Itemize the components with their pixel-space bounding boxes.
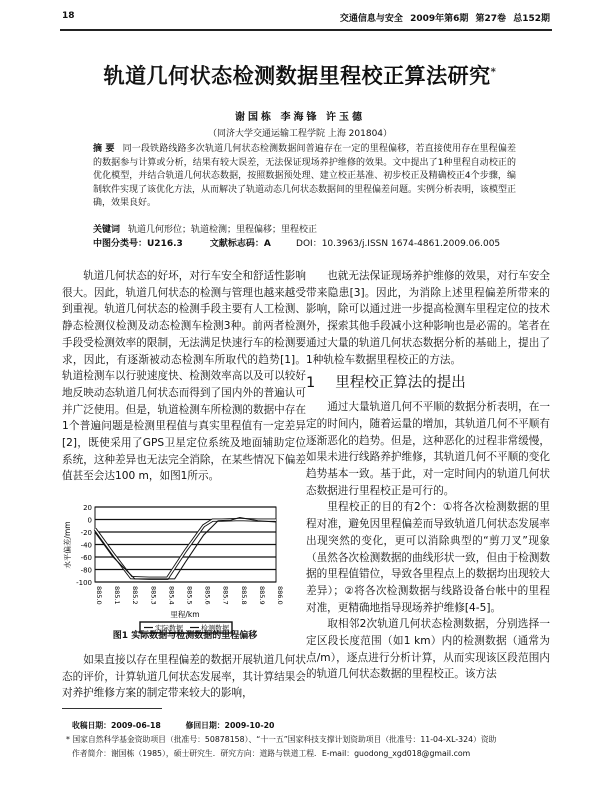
paragraph: 里程校正的目的有2个：①将各次检测数据的里程对准，避免因里程偏差而导致轨道几何状态发展率出现突然的变化，更可以消除典型的“剪刀叉”现象（虽然各次检测数据的曲线形状一致，但由于检测数据的里程值错位，导致各里程点上的数据均出现较大差异）；②将各次检测数据与线路设备台帐中的里程对准，更精确地指导现场养护维修[4-5]。 (306, 501, 550, 614)
title-text: 轨道几何状态检测数据里程校正算法研究 (103, 63, 491, 88)
y-tick-label: -40 (80, 541, 92, 550)
abstract-text: 同一段铁路线路多次轨道几何状态检测数据间普遍存在一定的里程偏移，若直接使用存在里程偏差的数据参与计算或分析，结果有较大误差，无法保证现场养护维修的效果。文中提出了1种里程自动校正的优化模型，并结合轨道几何状态数据，按照数据预处理、建立校正基准、初步校正及精确校正4个步骤，编制软件实现了该优化方法，从而解决了轨道动态几何状态数据间的里程偏差问题。实例分析表明，该模型正确，效果良好。 (93, 144, 517, 209)
x-tick-label: 885.5 (185, 586, 194, 605)
y-axis-label: 水平偏差/mm (63, 521, 72, 569)
x-tick-label: 885.8 (239, 586, 248, 605)
x-tick-label: 886.0 (276, 586, 284, 605)
x-tick-label: 885.7 (221, 586, 230, 605)
doi: DOI：10.3963/j.ISSN 1674-4861.2009.06.005 (296, 239, 501, 249)
y-tick-label: -20 (80, 529, 92, 537)
right-column (306, 268, 550, 683)
y-tick-label: -60 (80, 554, 92, 562)
journal-volume: 第27卷 (475, 14, 507, 24)
section-number: 1 (306, 375, 316, 392)
title-footnote-mark: * (490, 67, 497, 78)
left-column-continued (62, 652, 306, 702)
x-tick-label: 885.0 (95, 586, 103, 605)
section-heading (306, 373, 550, 393)
legend-label: 检测数据 (201, 624, 229, 633)
paper-title (0, 60, 600, 90)
page-number: 18 (62, 11, 75, 21)
authors: 谢国栋 李海锋 许玉德 (235, 112, 365, 123)
header-rule (60, 29, 552, 31)
x-tick-label: 885.4 (167, 586, 176, 605)
received-date: 收稿日期：2009-06-18 (72, 721, 161, 730)
keywords-text: 轨道几何形位；轨道检测；里程偏移；里程校正 (128, 225, 318, 235)
x-tick-label: 885.3 (149, 586, 158, 605)
left-column (62, 268, 306, 485)
paragraph: 也就无法保证现场养护维修的效果，对行车安全带来隐患[3]。因此，为消除上述里程偏差所带来的影响，除可以通过进一步提高检测车里程定位的技术外，探索其他手段减小这种影响也是必需的。笔者在通过大量的轨道几何状态数据分析的基础上，提出了1种轨检车数据里程校正的方法。 (306, 270, 550, 366)
keywords (93, 224, 516, 238)
y-tick-label: -100 (76, 579, 92, 587)
x-tick-label: 885.2 (131, 586, 140, 605)
journal-issue: 2009年第6期 (410, 14, 469, 24)
y-tick-label: 20 (83, 504, 92, 512)
classification (93, 238, 516, 252)
legend-label: 实际数据 (155, 624, 183, 633)
footnote-rule (62, 708, 162, 709)
section-title: 里程校正算法的提出 (335, 375, 466, 392)
clc-number: 中图分类号：U216.3 (93, 239, 183, 249)
figure-caption: 图1 实际数据与检测数据的里程偏移 (112, 631, 258, 641)
paragraph: 通过大量轨道几何不平顺的数据分析表明，在一定的时间内，随着运量的增加，其轨道几何不平顺有逐渐恶化的趋势。但是，这种恶化的过程非常缓慢，如果未进行线路养护维修，其轨道几何不平顺的变化趋势基本一致。基于此，对一定时间内的轨道几何状态数据进行里程校正是可行的。 (306, 401, 550, 497)
dates (72, 719, 274, 733)
paragraph: 如果直接以存在里程偏差的数据开展轨道几何状态的评价，计算轨道几何状态发展率，其计算结果会对养护维修方案的制定带来较大的影响， (62, 654, 306, 700)
y-tick-label: -80 (80, 566, 92, 575)
figure-1-chart (60, 500, 310, 645)
author-bio: 作者简介：谢国栋（1985），硕士研究生．研究方向：道路与铁道工程．E-mail：guodong_xgd018@gmail.com (72, 749, 471, 758)
keywords-label: 关键词 (93, 225, 121, 235)
x-tick-label: 885.6 (203, 586, 212, 605)
journal-total: 总152期 (513, 14, 550, 24)
revised-date: 修回日期：2009-10-20 (185, 721, 275, 730)
document-code: 文献标志码：A (209, 239, 271, 249)
y-tick-label: 0 (87, 516, 92, 525)
journal-header (340, 11, 550, 24)
journal-name: 交通信息与安全 (339, 14, 403, 24)
abstract-label: 摘 要 (93, 144, 115, 154)
affiliation: （同济大学交通运输工程学院 上海 201804） (207, 129, 393, 139)
x-tick-label: 885.1 (113, 586, 122, 605)
abstract (93, 143, 516, 211)
x-axis-label: 里程/km (170, 610, 200, 619)
funding-note: * 国家自然科学基金资助项目（批准号：50878158）、“十一五”国家科技支撑计划资助项目（批准号：11-04-XL-324）资助 (66, 735, 497, 744)
x-tick-label: 885.9 (257, 586, 266, 605)
paragraph: 取相邻2次轨道几何状态检测数据，分别选择一定区段长度范围（如1 km）内的检测数据（通常为点/m），逐点进行分析计算，从而实现该区段范围内的轨道几何状态数据的里程校正。该方法 (306, 618, 550, 681)
paragraph: 轨道几何状态的好坏，对行车安全和舒适性影响很大。因此，轨道几何状态的检测与管理也越来越受到重视。轨道几何状态的检测手段主要有人工检测、静态检测仪检测及动态检测车检测3种。前两者检测手段受检测效率的限制，无法满足快速行车的检测要求，因此，有逐渐被动态检测车所取代的趋势[1]。轨道检测车以行驶速度快、检测效率高以及可以较好地反映动态轨道几何状态而得到了国内外的普遍认可并广泛使用。但是，轨道检测车所检测的数据中存在1个普遍问题是检测里程值与真实里程值有一定差异[2]，既使采用了GPS卫星定位系统及地面辅助定位系统，这种差异也无法完全消除，在某些情况下偏差值甚至会达100 m，如图1所示。 (62, 270, 306, 483)
